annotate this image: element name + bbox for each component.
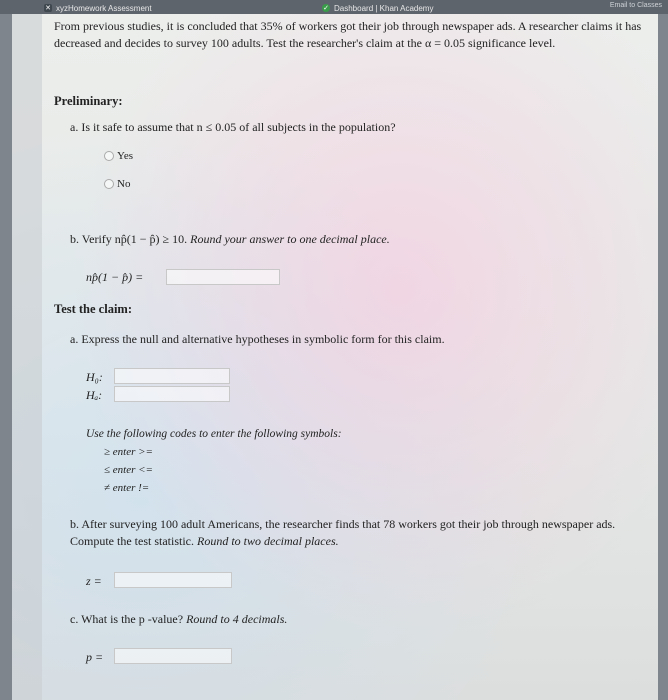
page-sidebar [12,14,42,700]
rounding-instruction: Round your answer to one decimal place. [190,232,390,246]
npq-label: np̂(1 − p̂) = [86,270,144,284]
option-label: No [117,178,131,190]
option-yes[interactable] [104,150,133,162]
question-text: c. What is the p -value? [70,612,187,626]
option-no[interactable] [104,178,130,190]
p-value-question [70,612,287,627]
h0-label: H₀: [86,370,103,384]
khan-logo-icon: ✓ [323,5,329,12]
question-text: b. Verify np̂(1 − p̂) ≥ 10. [70,232,191,246]
hypotheses-question: a. Express the null and alternative hypotheses in symbolic form for this claim. [70,332,445,346]
problem-statement: From previous studies, it is concluded that 35% of workers got their job through newspaper ads. A researcher claims it has decreased and decides to survey 100 adults. Test the researcher's claim at the α = 0.05 significance level. [54,19,642,50]
tab-title: xyzHomework Assessment [56,3,152,13]
z-label: z = [86,574,102,588]
ha-input[interactable] [114,386,230,402]
radio-button[interactable] [104,151,114,161]
question-text: b. After surveying 100 adult Americans, the researcher finds that 78 workers got their job through newspaper ads. Compute the test statistic. [70,517,616,548]
scrollbar[interactable] [658,14,668,700]
radio-button[interactable] [104,179,114,189]
browser-tab-bar [0,0,668,14]
tab-xyzhomework[interactable] [44,2,152,14]
codes-intro: Use the following codes to enter the following symbols: [86,428,342,440]
left-window-edge [0,14,12,700]
assessment-page [12,14,658,700]
option-label: Yes [117,150,134,162]
p-label: p = [86,650,104,664]
tab-email-classes[interactable]: Email to Classes [609,2,662,9]
p-input[interactable] [114,648,232,664]
tab-khan-academy[interactable] [322,2,433,14]
close-icon[interactable]: ✕ [45,5,51,12]
code-geq: ≥ enter >= [104,446,153,458]
h0-input[interactable] [114,368,230,384]
test-statistic-question [70,516,640,550]
preliminary-heading: Preliminary: [54,94,123,108]
z-input[interactable] [114,572,232,588]
code-leq: ≤ enter <= [104,464,153,476]
preliminary-question-a: a. Is it safe to assume that n ≤ 0.05 of all subjects in the population? [70,120,396,134]
preliminary-question-b [70,232,390,247]
rounding-instruction: Round to two decimal places. [196,534,339,548]
tab-title: Dashboard | Khan Academy [334,3,434,13]
npq-input[interactable] [166,269,280,285]
rounding-instruction: Round to 4 decimals. [186,612,288,626]
code-neq: ≠ enter != [104,482,150,494]
ha-label: Hₐ: [86,388,103,402]
test-claim-heading: Test the claim: [54,302,132,316]
